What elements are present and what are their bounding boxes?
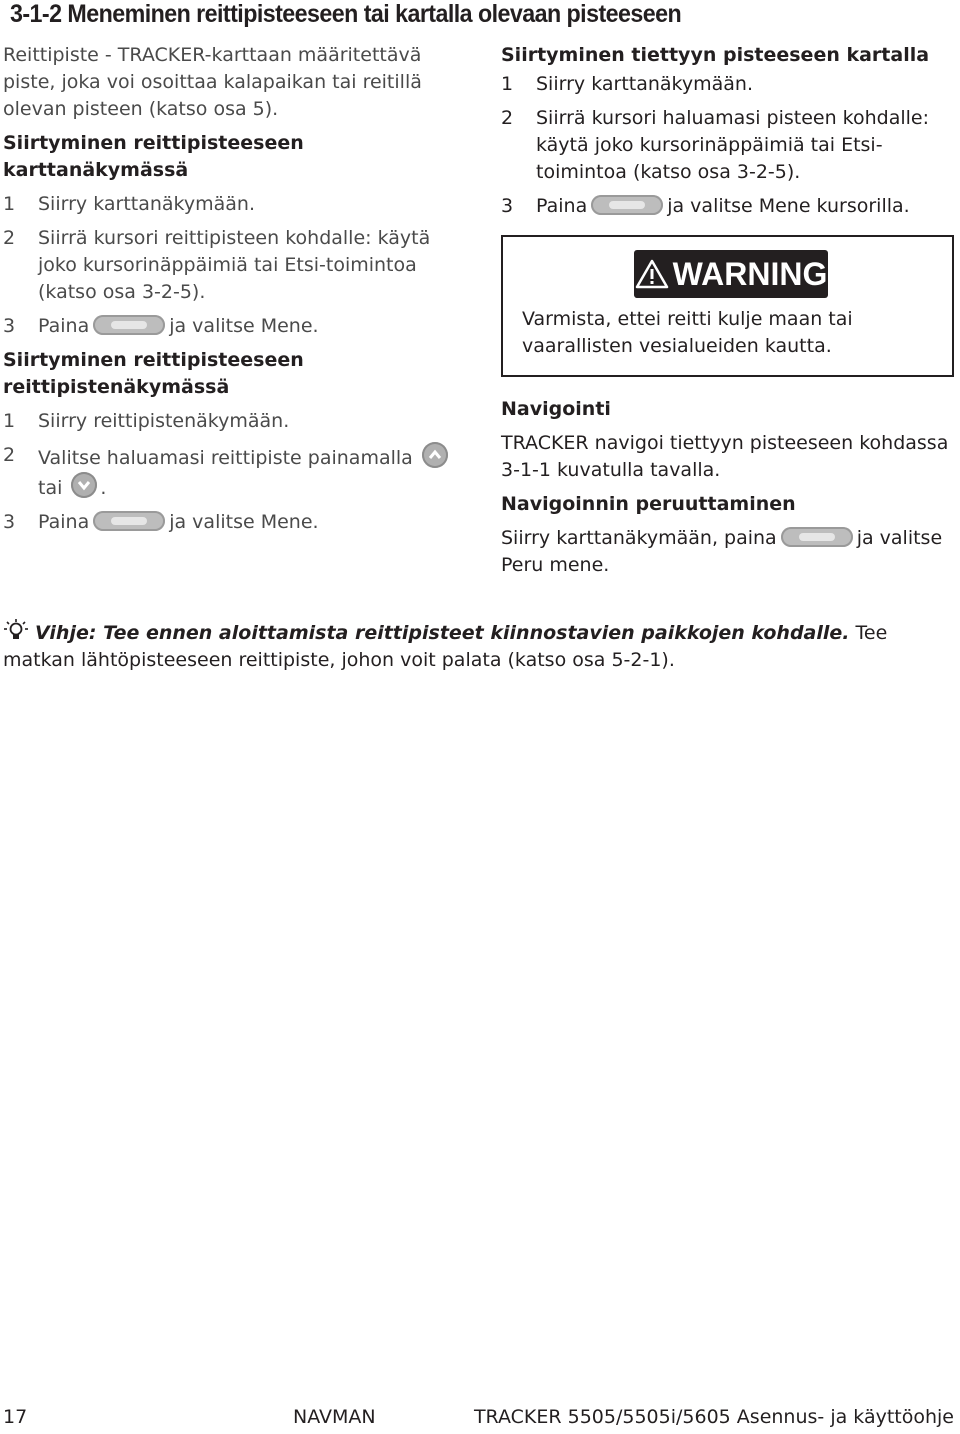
section-heading-cancel-navigation: Navigoinnin peruuttaminen bbox=[501, 493, 796, 515]
step-item bbox=[3, 191, 473, 218]
step-text bbox=[38, 313, 473, 340]
step-number: 3 bbox=[3, 511, 16, 533]
section-heading-map-view: Siirtyminen reittipisteeseen karttanäkymässä bbox=[3, 132, 304, 181]
step-item bbox=[3, 442, 473, 502]
step-text-before: Paina bbox=[536, 195, 588, 217]
step-item bbox=[3, 408, 473, 435]
step-text-middle: tai bbox=[38, 477, 63, 499]
step-text-after: ja valitse Mene. bbox=[169, 511, 319, 533]
arrow-up-key-icon bbox=[422, 442, 448, 468]
footer-brand: NAVMAN bbox=[293, 1406, 376, 1428]
cancel-navigation-text bbox=[501, 525, 956, 579]
step-item bbox=[501, 193, 956, 220]
tip-paragraph bbox=[3, 618, 953, 674]
step-text-after: ja valitse Mene kursorilla. bbox=[667, 195, 910, 217]
step-number: 2 bbox=[3, 227, 16, 249]
warning-text: Varmista, ettei reitti kulje maan tai vaarallisten vesialueiden kautta. bbox=[522, 308, 853, 357]
navigation-text: TRACKER navigoi tiettyyn pisteeseen kohdassa 3-1-1 kuvatulla tavalla. bbox=[501, 432, 949, 481]
arrow-down-key-icon bbox=[71, 472, 97, 498]
section-heading-waypoint-view: Siirtyminen reittipisteeseen reittipistenäkymässä bbox=[3, 349, 304, 398]
waypoint-definition: Reittipiste - TRACKER-karttaan määritettävä piste, joka voi osoittaa kalapaikan tai reitillä olevan pisteen (katso osa 5). bbox=[3, 44, 422, 120]
menu-key-icon bbox=[781, 527, 853, 547]
step-text-after: ja valitse Mene. bbox=[169, 315, 319, 337]
step-text: Siirry reittipistenäkymään. bbox=[38, 410, 290, 432]
step-number: 2 bbox=[3, 444, 16, 466]
tip-lightbulb-icon bbox=[3, 618, 29, 642]
section-heading-go-to-point: Siirtyminen tiettyyn pisteeseen kartalla bbox=[501, 44, 930, 66]
step-number: 1 bbox=[501, 73, 514, 95]
warning-box bbox=[501, 235, 954, 377]
step-item bbox=[501, 71, 956, 98]
warning-triangle-icon bbox=[635, 259, 669, 289]
tip-text: Tee matkan lähtöpisteeseen reittipiste, johon voit palata (katso osa 5-2-1). bbox=[3, 622, 888, 671]
left-column bbox=[3, 42, 473, 536]
step-text: Siirry karttanäkymään. bbox=[536, 73, 753, 95]
footer-manual-title: TRACKER 5505/5505i/5605 Asennus- ja käyttöohje bbox=[473, 1406, 954, 1428]
step-text-after: . bbox=[100, 477, 107, 499]
step-text bbox=[38, 509, 473, 536]
page-title: 3-1-2 Meneminen reittipisteeseen tai kartalla olevaan pisteeseen bbox=[10, 0, 682, 28]
cancel-text-before: Siirry karttanäkymään, paina bbox=[501, 527, 777, 549]
step-text: Siirrä kursori haluamasi pisteen kohdalle: käytä joko kursorinäppäimiä tai Etsi-toimintoa (katso osa 3-2-5). bbox=[536, 107, 930, 183]
section-heading-navigation: Navigointi bbox=[501, 398, 611, 420]
step-number: 1 bbox=[3, 410, 16, 432]
menu-key-icon bbox=[93, 315, 165, 335]
right-column-lower bbox=[501, 396, 956, 579]
step-text-before: Paina bbox=[38, 315, 90, 337]
cancel-text-after: ja valitse Peru mene. bbox=[501, 527, 943, 576]
step-text-before: Paina bbox=[38, 511, 90, 533]
step-number: 3 bbox=[501, 195, 514, 217]
step-text-before: Valitse haluamasi reittipiste painamalla bbox=[38, 447, 413, 469]
warning-badge bbox=[634, 250, 828, 298]
step-item bbox=[3, 313, 473, 340]
right-column bbox=[501, 42, 956, 220]
step-number: 1 bbox=[3, 193, 16, 215]
step-item bbox=[501, 105, 956, 186]
step-number: 2 bbox=[501, 107, 514, 129]
step-text: Siirry karttanäkymään. bbox=[38, 193, 255, 215]
tip-bold-text: Vihje: Tee ennen aloittamista reittipisteet kiinnostavien paikkojen kohdalle. bbox=[35, 622, 850, 644]
page-number: 17 bbox=[3, 1406, 28, 1428]
step-text bbox=[536, 193, 956, 220]
menu-key-icon bbox=[591, 195, 663, 215]
step-text bbox=[38, 442, 473, 502]
warning-label: WARNING bbox=[672, 255, 828, 292]
step-item bbox=[3, 509, 473, 536]
step-text: Siirrä kursori reittipisteen kohdalle: käytä joko kursorinäppäimiä tai Etsi-toimintoa (katso osa 3-2-5). bbox=[38, 227, 431, 303]
step-item bbox=[3, 225, 473, 306]
step-number: 3 bbox=[3, 315, 16, 337]
menu-key-icon bbox=[93, 511, 165, 531]
